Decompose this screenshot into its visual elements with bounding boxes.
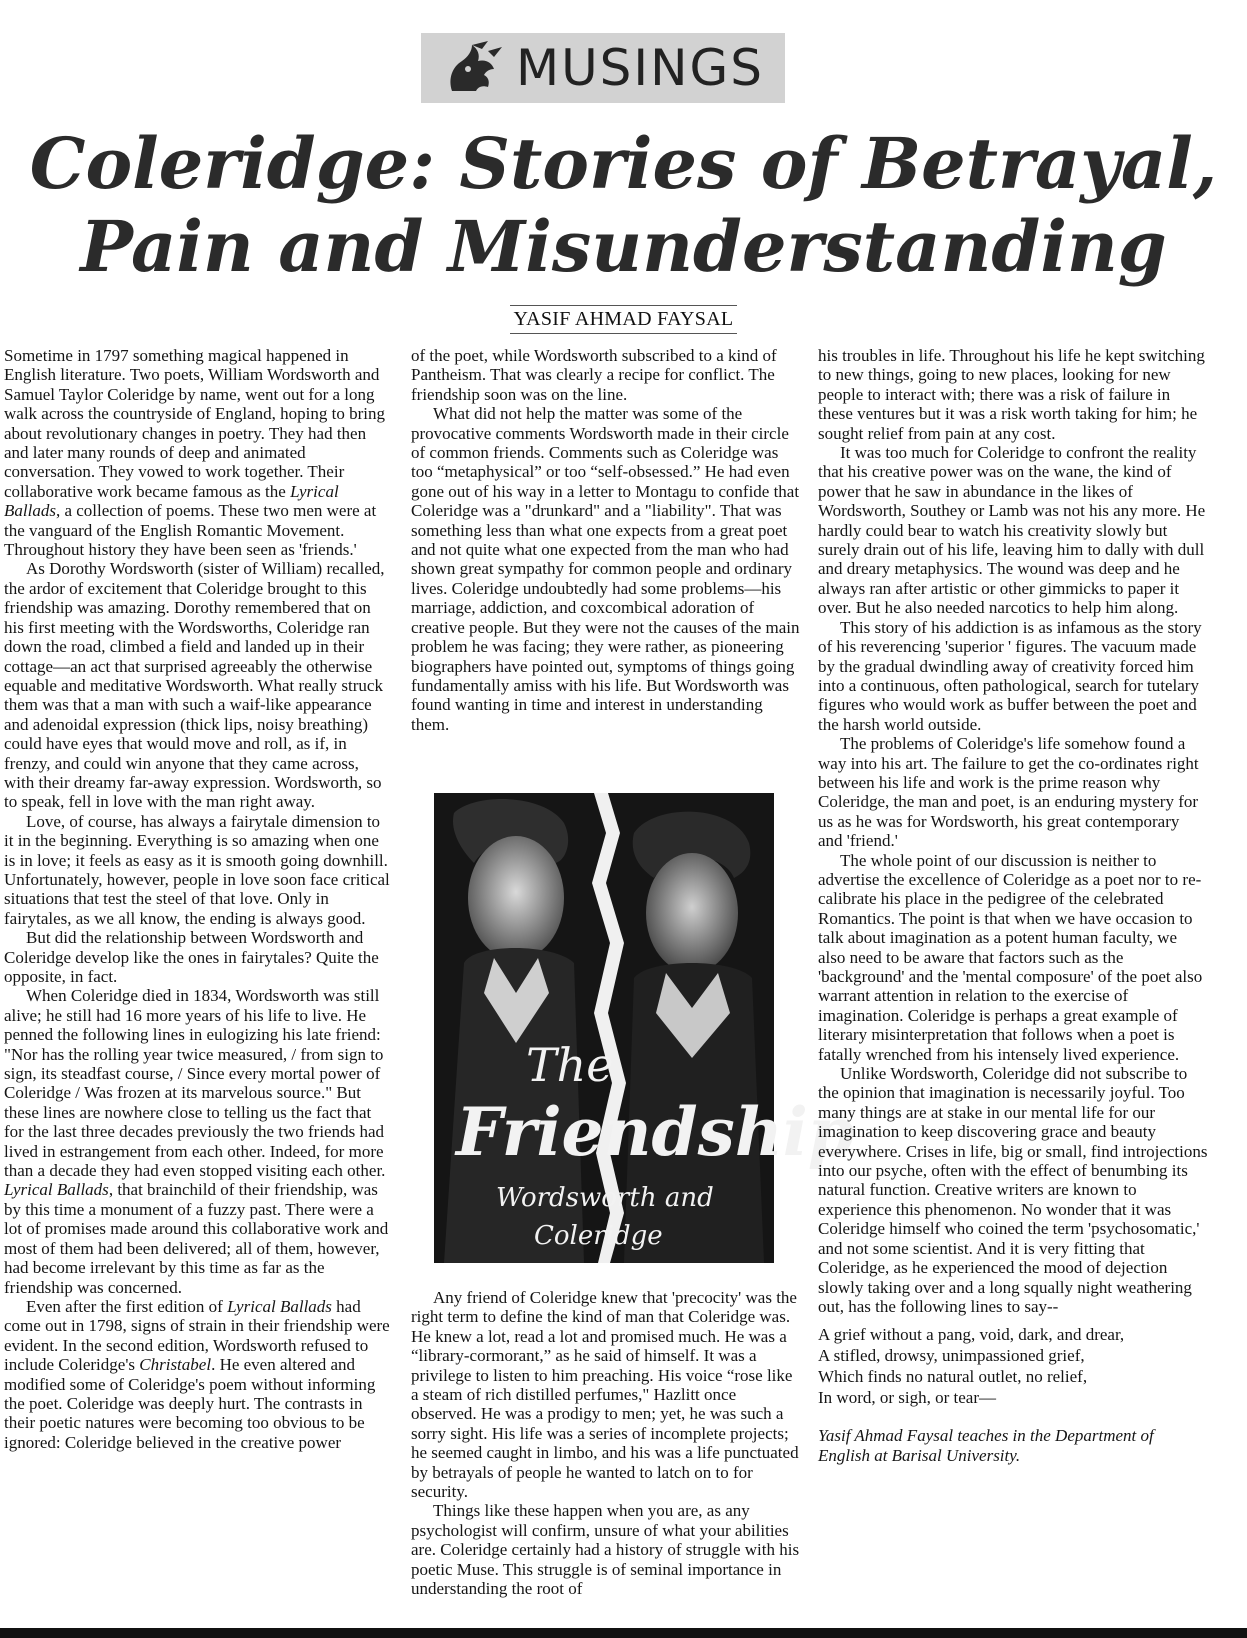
headline-line-1: Coleridge: Stories of Betrayal, [29, 122, 1218, 205]
paragraph: The problems of Coleridge's life somehow found a way into his art. The failure to get the co-ordinates right between his life and work is the prime reason why Coleridge, the man and poet, is an enduring mystery for us as he was for Wordsworth, his great contemporary and 'friend.' [818, 734, 1199, 851]
poem-line: A stifled, drowsy, unimpassioned grief, [818, 1346, 1085, 1366]
paragraph: This story of his addiction is as infamous as the story of his reverencing 'superior ' figures. The vacuum made by the gradual dwindling away of creativity forced him into a continuous, often pathological, search for tutelary figures who would work as buffer between the poet and the harsh world outside. [818, 617, 1202, 734]
paragraph: The whole point of our discussion is neither to advertise the excellence of Coleridge as a poet nor to re-calibrate his place in the pedigree of the celebrated Romantics. The point is that when we have occasion to talk about imagination as a potent human faculty, we also need to be aware that factors such as the 'background' and the 'mental composure' of the poet also warrant attention in relation to the exercise of imagination. Coleridge is perhaps a great example of literary misinterpretation that follows when a poet is fatally wrenched from his intensely lived experience. [818, 850, 1203, 1064]
column-3 [818, 346, 1208, 1465]
book-cover-image [434, 793, 855, 1263]
author-bio: Yasif Ahmad Faysal teaches in the Department of English at Barisal University. [818, 1426, 1154, 1465]
column-2-top [411, 346, 801, 734]
poem-line: In word, or sigh, or tear— [818, 1388, 996, 1408]
paragraph: It was too much for Coleridge to confront the reality that his creative power was on the wane, the kind of power that he saw in abundance in the likes of Wordsworth, Southey or Lamb was not his any more. He hardly could bear to watch his creativity slowly but surely drain out of his life, leaving him to dally with dull and dreary metaphysics. The wound was deep and he always ran after artistic or other gimmicks to paper it over. But he also needed narcotics to help him along. [818, 443, 1206, 618]
paragraph: Unlike Wordsworth, Coleridge did not subscribe to the opinion that imagination is necessarily joyful. Too many things are at stake in our mental life for our imagination to keep discovering grace and beauty everywhere. Crises in life, big or small, find introjections into our psyche, often with the effect of benumbing its natural function. Creative writers are known to experience this phenomenon. No wonder that it was Coleridge himself who coined the term 'psychosomatic,' and not some scientist. And it is very fitting that Coleridge, as he experienced the mood of dejection slowly taking over and a long squally night weathering out, has the following lines to say-- [818, 1064, 1208, 1316]
paragraph: But did the relationship between Wordsworth and Coleridge develop like the ones in fairytales? Quite the opposite, in fact. [4, 928, 379, 986]
bottom-rule [0, 1628, 1247, 1638]
headline-line-2: Pain and Misunderstanding [80, 205, 1167, 288]
paragraph: Love, of course, has always a fairytale dimension to it in the beginning. Everything is so amazing when one is in love; it feels as easy as it is smooth going downhill. Unfortunately, however, people in love soon face critical situations that test the steel of that love. Only in fairytales, as we all know, the ending is always good. [4, 811, 390, 928]
paragraph: When Coleridge died in 1834, Wordsworth was still alive; he still had 16 more years of his life to live. He penned the following lines in eulogizing his late friend: "Nor has the rolling year twice measured, / from sign to sign, its steadfast course, / Since every mortal power of Coleridge / Was frozen at its marvelous source." But these lines are nowhere close to telling us the fact that for the last three decades previously the two friends had lived in estrangement from each other. Indeed, for more than a decade they had even stopped visiting each other. Lyrical Ballads, that brainchild of their friendship, was by this time a monument of a fuzzy past. There were a lot of promises made around this collaborative work and most of them had been delivered; all of them, however, had become irrelevant by this time as far as the friendship was concerned. [4, 986, 389, 1297]
paragraph: Any friend of Coleridge knew that 'precocity' was the right term to define the kind of man that Coleridge was. He knew a lot, read a lot and promised much. He was a “library-cormorant,” as he said of himself. It was a privilege to listen to him preaching. His voice “rose like a steam of rich distilled perfumes," Hazlitt once observed. He was a prodigy to men; yet, he was such a sorry sight. His life was a series of incomplete projects; he seemed caught in limbo, and his was a life punctuated by betrayals of people he wanted to latch on to for security. [411, 1288, 799, 1502]
paragraph: Sometime in 1797 something magical happened in English literature. Two poets, William Wordsworth and Samuel Taylor Coleridge by name, went out for a long walk across the countryside of England, hoping to bring about revolutionary changes in poetry. They had then and later many rounds of deep and animated conversation. They vowed to work together. Their collaborative work became famous as the Lyrical Ballads, a collection of poems. These two men were at the vanguard of the English Romantic Movement. Throughout history they have been seen as 'friends.' [4, 346, 386, 560]
cover-subtitle-line-1: Wordsworth and [496, 1183, 714, 1213]
paragraph: his troubles in life. Throughout his life he kept switching to new things, going to new places, looking for new people to interact with; there was a risk of failure in these ventures but it was a risk worth taking for him; he sought relief from pain at any cost. [818, 346, 1205, 443]
paragraph: Even after the first edition of Lyrical Ballads had come out in 1798, signs of strain in their friendship were evident. In the second edition, Wordsworth refused to include Coleridge's Christabel. He even altered and modified some of Coleridge's poem without informing the poet. Coleridge was deeply hurt. The contrasts in their poetic natures were becoming too obvious to be ignored: Coleridge believed in the creative power [4, 1296, 390, 1452]
poem-line: Which finds no natural outlet, no relief, [818, 1367, 1088, 1387]
author-name: YASIF AHMAD FAYSAL [510, 305, 738, 334]
poem-quote [818, 1324, 1208, 1408]
paragraph: of the poet, while Wordsworth subscribed to a kind of Pantheism. That was clearly a recipe for conflict. The friendship soon was on the line. [411, 346, 777, 404]
column-2-bottom [411, 1288, 801, 1599]
section-banner [421, 33, 785, 103]
poem-line: A grief without a pang, void, dark, and drear, [818, 1325, 1125, 1345]
byline [0, 305, 1247, 334]
cover-title-line-1: The [526, 1038, 614, 1092]
cover-subtitle-line-2: Coleridge [534, 1221, 663, 1251]
quill-head-icon [442, 39, 506, 97]
paragraph: What did not help the matter was some of the provocative comments Wordsworth made in their circle of common friends. Comments such as Coleridge was too “metaphysical” or too “self-obsessed.” He had even gone out of his way in a letter to Montagu to confide that Coleridge was a "drunkard" and a "liability". That was something less than what one expects from a great poet and not quite what one expected from the man who had shown great sympathy for common people and ordinary lives. Coleridge undoubtedly had some problems—his marriage, addiction, and coxcombical adoration of creative people. But they were not the causes of the main problem he was facing; they were rather, as pioneering biographers have pointed out, symptoms of things going fundamentally amiss with his life. But Wordsworth was found wanting in time and interest in understanding them. [411, 404, 800, 734]
column-1 [4, 346, 392, 1452]
section-label: MUSINGS [515, 39, 765, 97]
paragraph: As Dorothy Wordsworth (sister of William) recalled, the ardor of excitement that Coleridge brought to this friendship was amazing. Dorothy remembered that on his first meeting with the Wordsworths, Coleridge ran down the road, climbed a field and landed up in their cottage—an act that surprised agreeably the otherwise equable and meditative Wordsworth. What really struck them was that a man with such a waif-like appearance and adenoidal expression (thick lips, noisy breathing) could have eyes that would move and roll, as if, in frenzy, and could win anyone that they came across, with their dreamy far-away expression. Wordsworth, so to speak, fell in love with the man right away. [4, 559, 385, 812]
cover-title-line-2: Friendship [456, 1093, 855, 1171]
paragraph: Things like these happen when you are, as any psychologist will confirm, unsure of what your abilities are. Coleridge certainly had a history of struggle with his poetic Muse. This struggle is of seminal importance in understanding the root of [411, 1501, 800, 1599]
